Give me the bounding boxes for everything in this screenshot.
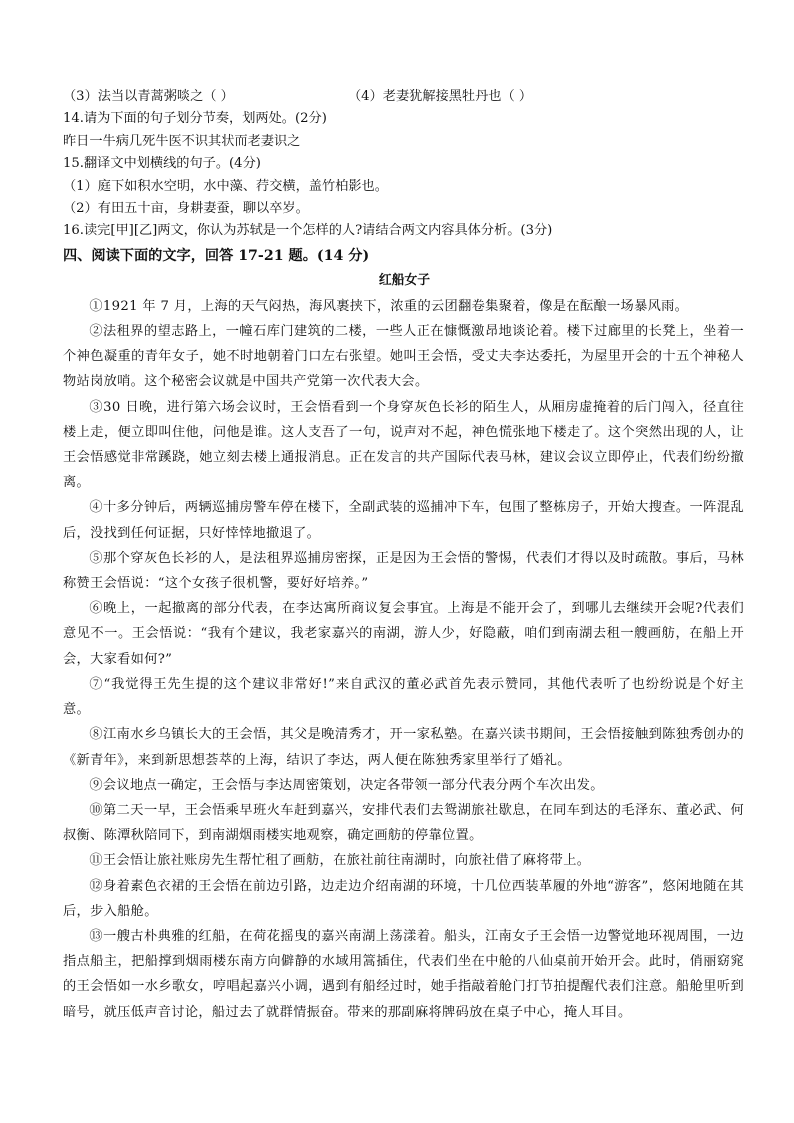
paragraph-9: ⑨会议地点一确定，王会悟与李达周密策划，决定各带领一部分代表分两个车次出发。: [89, 777, 604, 793]
section-heading: 四、阅读下面的文字，回答 17-21 题。(14 分): [63, 247, 370, 264]
paragraph-6: ⑥晚上，一起撤离的部分代表，在李达寓所商议复会事宜。上海是不能开会了，到哪儿去继续开会呢?代表们意见不一。王会悟说：“我有个建议，我老家嘉兴的南湖，游人少，好隐蔽，咱们到南湖去租一艘画舫，在船上开会，大家看如何?”: [63, 601, 744, 667]
paragraph-13: ⑬一艘古朴典雅的红船，在荷花摇曳的嘉兴南湖上荡漾着。船头，江南女子王会悟一边警觉地环视周围，一边指点船主，把船撑到烟雨楼东南方向僻静的水域用篙插住，代表们坐在中舱的八仙桌前开始开会。此时，俏丽窈窕的王会悟如一水乡歌女，哼唱起嘉兴小调，遇到有船经过时，她手指敲着舱门打节拍提醒代表们注意。船舱里听到暗号，就压低声音讨论，船过去了就群情振奋。带来的那副麻将牌码放在桌子中心，掩人耳目。: [63, 928, 744, 1020]
question-15-part-2: （2）有田五十亩，身耕妻蚕，聊以卒岁。: [63, 201, 309, 217]
question-13-item-3: （3）法当以青蒿粥啖之（ ）: [63, 89, 234, 104]
paragraph-3: ③30 日晚，进行第六场会议时，王会悟看到一个身穿灰色长衫的陌生人，从厢房虚掩着的后门闯入，径直往楼上走，便立即叫住他，问他是谁。这人支吾了一句，说声对不起，神色慌张地下楼走了。这个突然出现的人，让王会悟感觉非常蹊跷，她立刻去楼上通报消息。正在发言的共产国际代表马林，建议会议立即停止，代表们纷纷撤离。: [63, 399, 744, 491]
question-13-item-4: （4）老妻犹解接黑牡丹也（ ）: [348, 89, 533, 104]
question-13-items: [63, 86, 746, 108]
paragraph-8: ⑧江南水乡乌镇长大的王会悟，其父是晚清秀才，开一家私塾。在嘉兴读书期间，王会悟接触到陈独秀创办的《新青年》，来到新思想荟萃的上海，结识了李达，两人便在陈独秀家里举行了婚礼。: [63, 727, 744, 768]
paragraph-10: ⑩第二天一早，王会悟乘早班火车赶到嘉兴，安排代表们去鸳湖旅社歇息，在同车到达的毛泽东、董必武、何叔衡、陈潭秋陪同下，到南湖烟雨楼实地观察，确定画舫的停靠位置。: [63, 802, 744, 844]
question-14: 14.请为下面的句子划分节奏，划两处。(2分): [63, 111, 327, 127]
article-body: [63, 294, 746, 1025]
paragraph-7: ⑦“我觉得王先生提的这个建议非常好!”来自武汉的董必武首先表示赞同，其他代表听了也纷纷说是个好主意。: [63, 676, 744, 718]
question-16: 16.读完[甲][乙]两文，你认为苏轼是一个怎样的人?请结合两文内容具体分析。(3分): [63, 223, 553, 239]
paragraph-5: ⑤那个穿灰色长衫的人，是法租界巡捕房密探，正是因为王会悟的警惕，代表们才得以及时疏散。事后，马林称赞王会悟说：“这个女孩子很机警，要好好培养。”: [63, 550, 744, 592]
question-15: 15.翻译文中划横线的句子。(4分): [63, 156, 261, 172]
paragraph-11: ⑪王会悟让旅社账房先生帮忙租了画舫，在旅社前往南湖时，向旅社借了麻将带上。: [89, 853, 591, 869]
paragraph-2: ②法租界的望志路上，一幢石库门建筑的二楼，一些人正在慷慨激昂地谈论着。楼下过廊里的长凳上，坐着一个神色凝重的青年女子，她不时地朝着门口左右张望。她叫王会悟，受丈夫李达委托，为屋里开会的十五个神秘人物站岗放哨。这个秘密会议就是中国共产党第一次代表大会。: [63, 324, 744, 390]
article-title: 红船女子: [378, 272, 431, 288]
question-14-sentence: 昨日一牛病几死牛医不识其状而老妻识之: [63, 133, 301, 149]
question-15-part-1: （1）庭下如积水空明，水中藻、荇交横，盖竹柏影也。: [63, 178, 388, 194]
paragraph-4: ④十多分钟后，两辆巡捕房警车停在楼下，全副武装的巡捕冲下车，包围了整栋房子，开始大搜查。一阵混乱后，没找到任何证据，只好悻悻地撤退了。: [63, 500, 744, 541]
paragraph-1: ①1921 年 7 月，上海的天气闷热，海风裹挟下，浓重的云团翻卷集聚着，像是在酝酿一场暴风雨。: [89, 298, 689, 314]
paragraph-12: ⑫身着素色衣裙的王会悟在前边引路，边走边介绍南湖的环境，十几位西装革履的外地“游客”，悠闲地随在其后，步入船舱。: [63, 878, 744, 919]
